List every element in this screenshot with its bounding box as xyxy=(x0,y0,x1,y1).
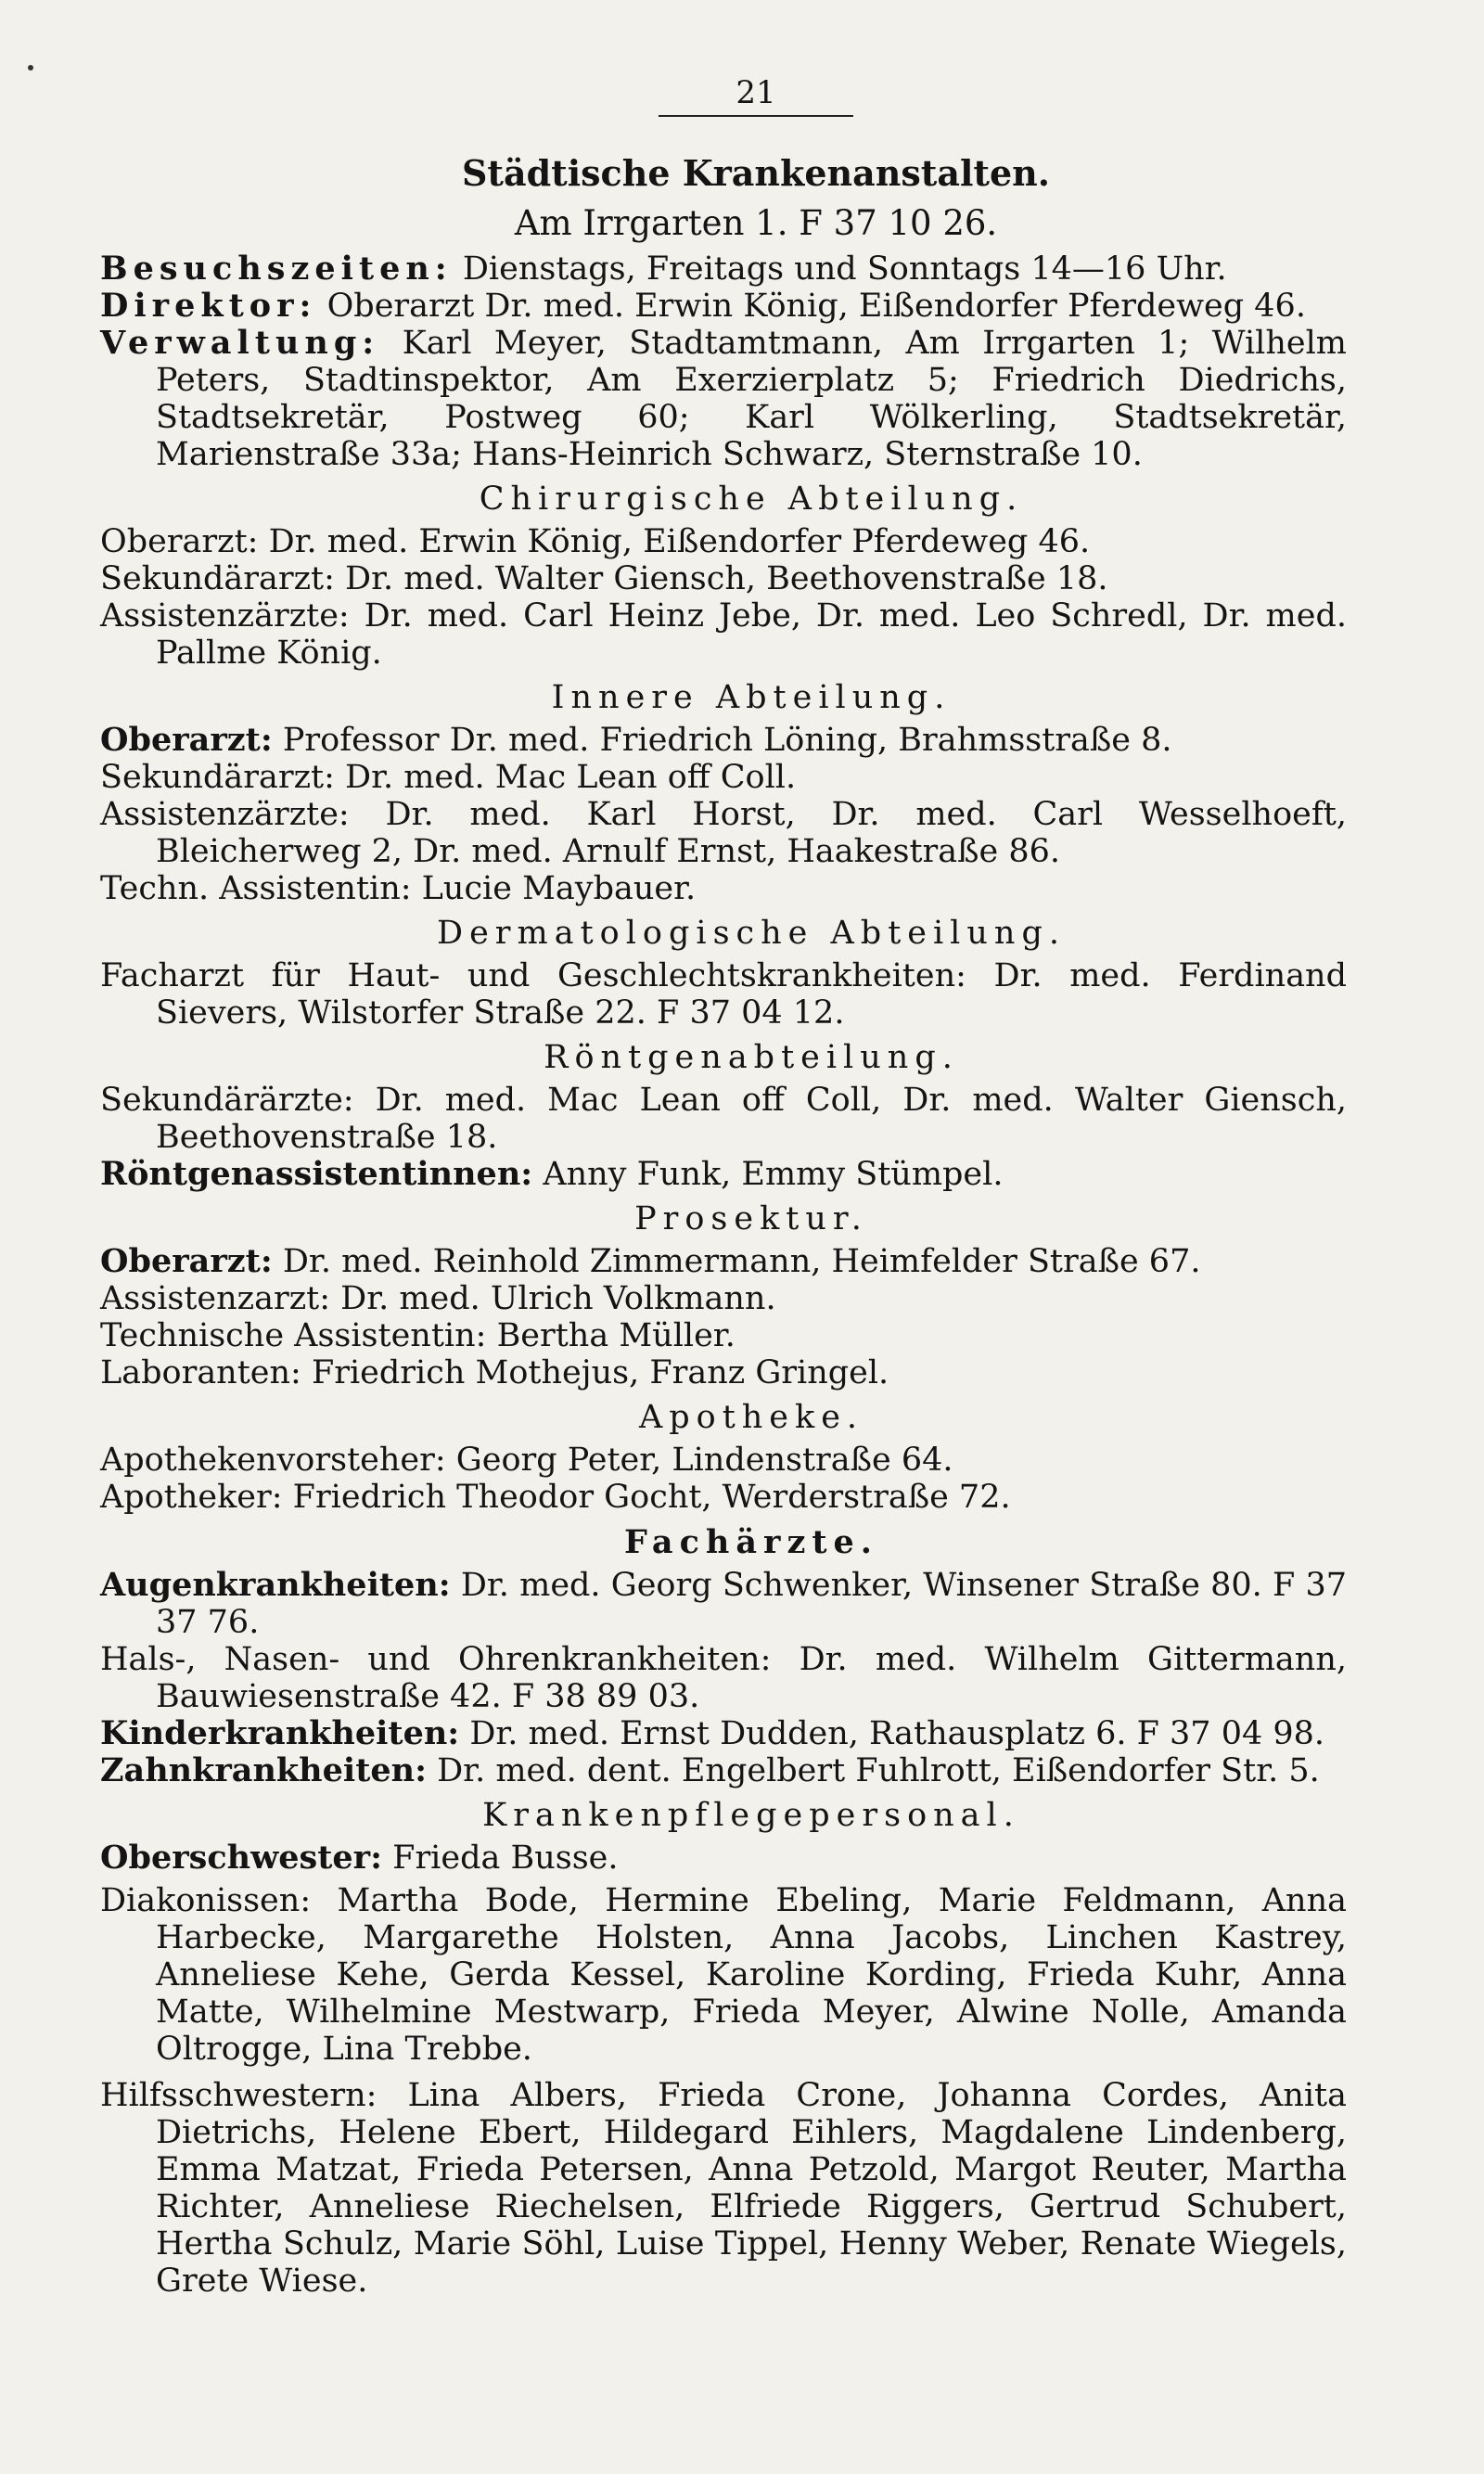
entry-text: Dr. med. Mac Lean off Coll, Dr. med. Walter Giensch, Beethovenstraße 18. xyxy=(156,1082,1347,1156)
entry-label: Zahnkrankheiten: xyxy=(100,1751,427,1789)
document-title: Städtische Krankenanstalten. xyxy=(461,152,1050,194)
entry-text: Frieda Busse. xyxy=(382,1839,619,1877)
entry-label: Facharzt für Haut- und Geschlechtskrankheiten: xyxy=(100,957,966,994)
entry-text: Lucie Maybauer. xyxy=(411,870,697,907)
list-item xyxy=(100,560,1347,597)
list-item xyxy=(100,1567,1347,1641)
entry-label: Hilfsschwestern: xyxy=(100,2077,377,2114)
list-item xyxy=(100,957,1347,1032)
visiting-hours-entry xyxy=(100,250,1347,288)
entry-text: Bertha Müller. xyxy=(486,1317,736,1354)
section-title-specialists: Fachärzte. xyxy=(624,1523,878,1561)
entry-label: Verwaltung: xyxy=(100,324,380,362)
entry-text: Oberarzt Dr. med. Erwin König, Eißendorfer Pferdeweg 46. xyxy=(316,288,1306,325)
list-item xyxy=(100,870,1347,907)
section-title-pharmacy: Apotheke. xyxy=(638,1399,864,1436)
entry-label: Besuchszeiten: xyxy=(100,250,453,288)
list-item xyxy=(100,722,1347,759)
entry-text: Friedrich Theodor Gocht, Werderstraße 72. xyxy=(282,1479,1011,1516)
list-item xyxy=(100,1082,1347,1156)
entry-label: Apotheker: xyxy=(100,1479,283,1516)
entry-text: Dr. med. dent. Engelbert Fuhlrott, Eißendorfer Str. 5. xyxy=(427,1752,1320,1789)
entry-label: Sekundärarzt: xyxy=(100,759,335,796)
entry-text: Dr. med. Ernst Dudden, Rathausplatz 6. F 37 04 98. xyxy=(459,1715,1325,1752)
entry-text: Dr. med. Ferdinand Sievers, Wilstorfer Straße 22. F 37 04 12. xyxy=(156,957,1348,1032)
section-title-pathology: Prosektur. xyxy=(634,1200,868,1237)
entry-text: Dr. med. Georg Schwenker, Winsener Straße 80. F 37 37 76. xyxy=(156,1567,1347,1641)
entry-label: Assistenzärzte: xyxy=(100,796,350,833)
section-title-internal: Innere Abteilung. xyxy=(551,679,952,716)
entry-label: Oberschwester: xyxy=(100,1839,383,1877)
entry-text: Dr. med. Wilhelm Gittermann, Bauwiesenstraße 42. F 38 89 03. xyxy=(156,1641,1348,1715)
entry-text: Dr. med. Ulrich Volkmann. xyxy=(330,1280,776,1317)
section-title-nursing-staff: Krankenpflegepersonal. xyxy=(482,1797,1020,1834)
entry-label: Techn. Assistentin: xyxy=(100,870,412,907)
list-item xyxy=(100,1317,1347,1354)
entry-text: Dr. med. Mac Lean off Coll. xyxy=(334,759,797,796)
section-title-radiology: Röntgenabteilung. xyxy=(544,1039,959,1076)
entry-text: Dr. med. Karl Horst, Dr. med. Carl Wesselhoeft, Bleicherweg 2, Dr. med. Arnulf Ernst, Haakestraße 86. xyxy=(156,796,1347,870)
print-speck xyxy=(28,65,33,71)
entry-label: Diakonissen: xyxy=(100,1882,312,1919)
entry-text: Karl Meyer, Stadtamtmann, Am Irrgarten 1; Wilhelm Peters, Stadtinspektor, Am Exerzierplatz 5; Friedrich Diedrichs, Stadtsekretär, Postweg 60; Karl Wölkerling, Stadtsekretär, Marienstraße 33a; Hans-Heinrich Schwarz, Sternstraße 10. xyxy=(156,325,1347,473)
entry-text: Dr. med. Carl Heinz Jebe, Dr. med. Leo Schredl, Dr. med. Pallme König. xyxy=(156,597,1347,672)
entry-label: Augenkrankheiten: xyxy=(100,1566,451,1604)
list-item xyxy=(100,1243,1347,1280)
list-item xyxy=(100,523,1347,560)
list-item xyxy=(100,1715,1347,1752)
entry-label: Technische Assistentin: xyxy=(100,1317,487,1354)
list-item xyxy=(100,796,1347,870)
list-item xyxy=(100,759,1347,796)
list-item xyxy=(100,1641,1347,1715)
entry-text: Dr. med. Walter Giensch, Beethovenstraße 18. xyxy=(334,560,1108,597)
list-item xyxy=(100,1479,1347,1516)
entry-label: Sekundärarzt: xyxy=(100,560,335,597)
entry-text: Martha Bode, Hermine Ebeling, Marie Feldmann, Anna Harbecke, Margarethe Holsten, Anna Jacobs, Linchen Kastrey, Anneliese Kehe, Gerda Kessel, Karoline Kording, Frieda Kuhr, Anna Matte, Wilhelmine Mestwarp, Frieda Meyer, Alwine Nolle, Amanda Oltrogge, Lina Trebbe. xyxy=(156,1882,1347,2068)
entry-label: Oberarzt: xyxy=(100,721,273,759)
entry-label: Oberarzt: xyxy=(100,523,259,560)
entry-label: Oberarzt: xyxy=(100,1242,273,1280)
entry-label: Apothekenvorsteher: xyxy=(100,1442,446,1479)
entry-label: Röntgenassistentinnen: xyxy=(100,1155,533,1193)
section-title-dermatology: Dermatologische Abteilung. xyxy=(437,915,1066,952)
entry-text: Dienstags, Freitags und Sonntags 14—16 Uhr. xyxy=(452,250,1227,288)
list-item xyxy=(100,2077,1347,2300)
institution-address: Am Irrgarten 1. F 37 10 26. xyxy=(514,203,998,243)
entry-text: Anny Funk, Emmy Stümpel. xyxy=(532,1156,1004,1193)
entry-text: Dr. med. Erwin König, Eißendorfer Pferdeweg 46. xyxy=(258,523,1091,560)
entry-label: Laboranten: xyxy=(100,1354,301,1391)
page-number-rule xyxy=(659,115,853,117)
entry-label: Assistenzarzt: xyxy=(100,1280,331,1317)
entry-text: Professor Dr. med. Friedrich Löning, Brahmsstraße 8. xyxy=(272,722,1172,759)
entry-text: Friedrich Mothejus, Franz Gringel. xyxy=(301,1354,889,1391)
page-number: 21 xyxy=(736,74,776,111)
entry-label: Direktor: xyxy=(100,287,317,325)
director-entry xyxy=(100,288,1347,325)
entry-text: Georg Peter, Lindenstraße 64. xyxy=(445,1442,953,1479)
entry-label: Kinderkrankheiten: xyxy=(100,1714,460,1752)
list-item xyxy=(100,597,1347,672)
list-item xyxy=(100,1882,1347,2068)
entry-label: Sekundärärzte: xyxy=(100,1082,354,1119)
list-item xyxy=(100,1280,1347,1317)
entry-label: Hals-, Nasen- und Ohrenkrankheiten: xyxy=(100,1641,772,1678)
entry-label: Assistenzärzte: xyxy=(100,597,350,635)
list-item xyxy=(100,1752,1347,1789)
list-item xyxy=(100,1156,1347,1193)
list-item xyxy=(100,1839,1347,1877)
list-item xyxy=(100,1442,1347,1479)
list-item xyxy=(100,1354,1347,1391)
entry-text: Dr. med. Reinhold Zimmermann, Heimfelder Straße 67. xyxy=(272,1243,1201,1280)
administration-entry xyxy=(100,325,1347,473)
section-title-surgery: Chirurgische Abteilung. xyxy=(479,481,1024,518)
entry-text: Lina Albers, Frieda Crone, Johanna Cordes, Anita Dietrichs, Helene Ebert, Hildegard Eihlers, Magdalene Lindenberg, Emma Matzat, Frieda Petersen, Anna Petzold, Margot Reuter, Martha Richter, Anneliese Riechelsen, Elfriede Riggers, Gertrud Schubert, Hertha Schulz, Marie Söhl, Luise Tippel, Henny Weber, Renate Wiegels, Grete Wiese. xyxy=(156,2077,1347,2300)
